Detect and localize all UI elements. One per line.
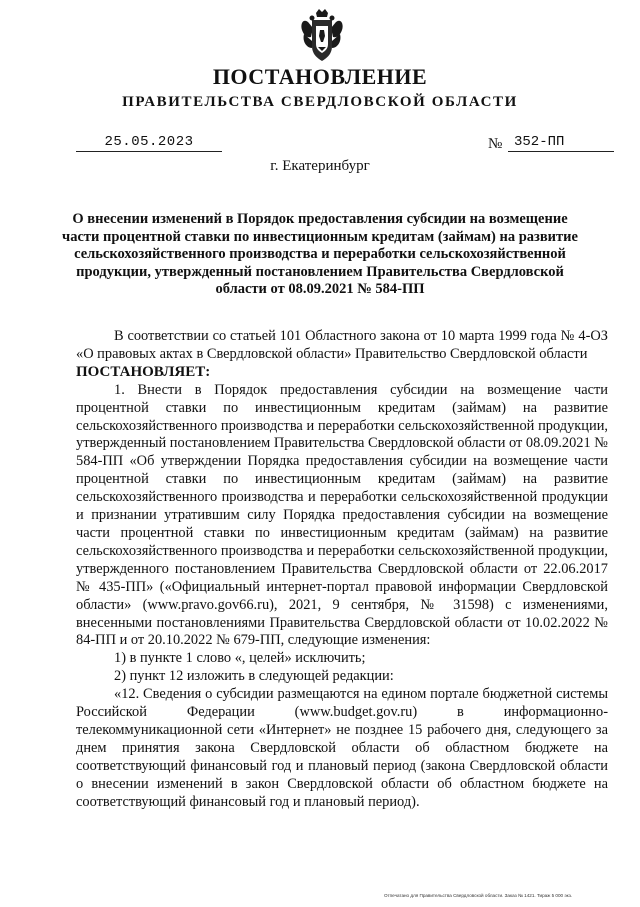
document-date: 25.05.2023 [76,134,222,152]
subclause-2-paragraph: 2) пункт 12 изложить в следующей редакции: [114,668,394,685]
city-label: г. Екатеринбург [270,158,370,174]
decree-word: ПОСТАНОВЛЯЕТ: [76,363,211,380]
clause-1-paragraph: 1. Внести в Порядок предоставления субсидии на возмещение части процентной ставки по инвестиционным кредитам (займам) на развитие сельскохозяйственного производства и переработки сельскохозяйственной продукции, утвержденный постановлением Правительства Свердловской области от 08.09.2021 № 584-ПП «Об утверждении Порядка предоставления субсидии на возмещение части процентной ставки по инвестиционным кредитам (займам) на развитие сельскохозяйственного производства и переработки сельскохозяйственной продукции и признании утратившим силу Порядка предоставления субсидии на возмещение части процентной ставки по инвестиционным кредитам (займам) на развитие сельскохозяйственного производства и переработки сельскохозяйственной продукции, утвержденного постановлением Правительства Свердловской области от 22.06.2017 № 435-ПП» («Официальный интернет-портал правовой информации Свердловской области» (www.pravo.gov66.ru), 2021, 9 сентября, № 31598) с изменениями, внесенными постановлениями Правительства Свердловской области от 10.02.2022 № 84-ПП и от 20.10.2022 № 679-ПП, следующие изменения: [76,381,608,649]
clause-12-paragraph: «12. Сведения о субсидии размещаются на едином портале бюджетной системы Российской Федерации (www.budget.gov.ru) в информационно-телекоммуникационной сети «Интернет» не позднее 15 рабочего дня, следующего за днем принятия закона Свердловской области об областном бюджете на соответствующий финансовый год и плановый период (закона Свердловской области о внесении изменений в закон Свердловской области об областном бюджете на соответствующий финансовый год и плановый период). [76,686,608,810]
number-sign: № [488,136,503,152]
coat-of-arms-icon [299,8,345,64]
document-type-title: ПОСТАНОВЛЕНИЕ [212,64,428,89]
preamble-paragraph: В соответствии со статьей 101 Областного закона от 10 марта 1999 года № 4-ОЗ «О правовых актах в Свердловской области» Правительство Свердловской области [76,328,608,362]
document-body [76,328,608,811]
subclause-1-paragraph: 1) в пункте 1 слово «, целей» исключить; [114,650,366,667]
document-heading: О внесении изменений в Порядок предоставления субсидии на возмещение части процентной ставки по инвестиционным кредитам (займам) на развитие сельскохозяйственного производства и переработки сельскохозяйственной продукции, утвержденный постановлением Правительства Свердловской области от 08.09.2021 № 584-ПП [62,211,578,298]
print-footer: Отпечатано для Правительства Свердловской области. Заказ № 1421. Тираж 5 000 экз. [384,893,573,898]
document-number: 352-ПП [508,134,614,152]
issuer-subtitle: ПРАВИТЕЛЬСТВА СВЕРДЛОВСКОЙ ОБЛАСТИ [122,94,518,110]
